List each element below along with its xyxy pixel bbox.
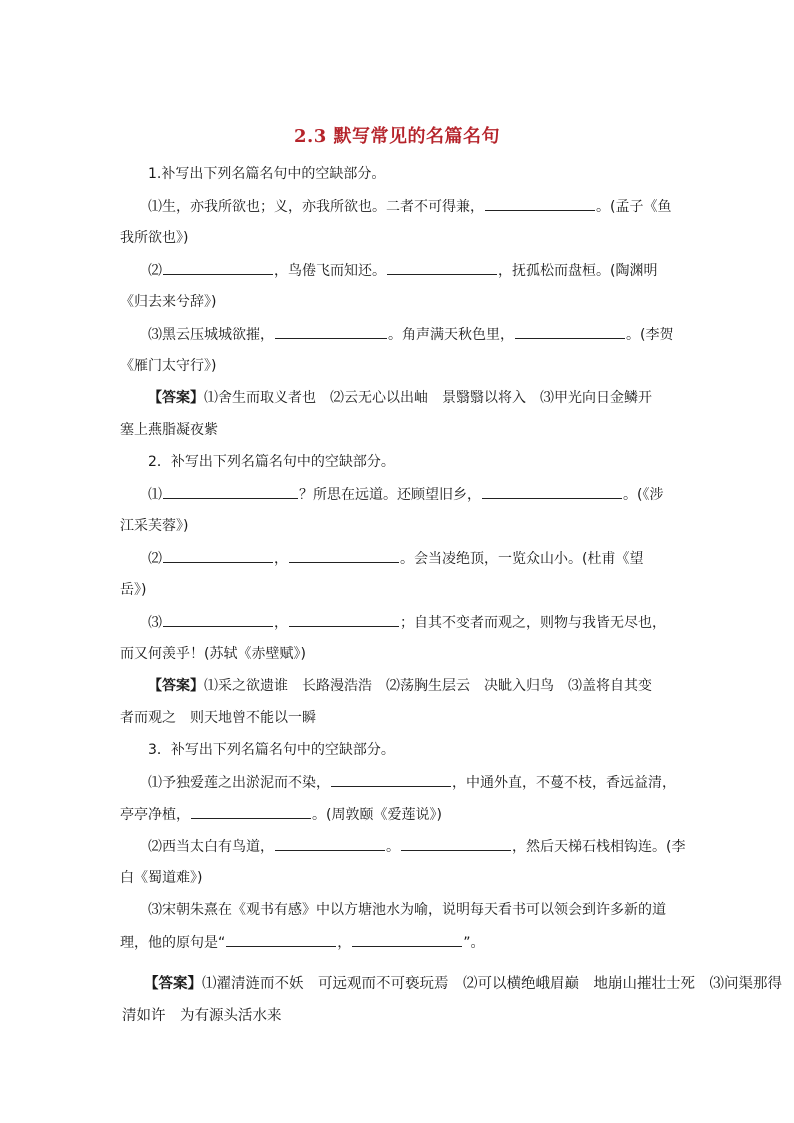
answer-blank[interactable] <box>482 484 622 499</box>
answer-blank[interactable] <box>289 548 399 563</box>
answer-blank[interactable] <box>275 836 385 851</box>
q3-stem: 3．补写出下列名篇名句中的空缺部分。 <box>148 742 395 758</box>
answer-blank[interactable] <box>352 932 462 947</box>
q1-answer: 【答案】⑴舍生而取义者也 ⑵云无心以出岫 景翳翳以将入 ⑶甲光向日金鳞开 <box>148 390 652 406</box>
q3-answer-cont: 清如许 为有源头活水来 <box>122 1008 282 1024</box>
q3-sentence-1: ⑴予独爱莲之出淤泥而不染， ，中通外直，不蔓不枝，香远益清， <box>148 772 688 793</box>
answer-label: 【答案】 <box>148 390 204 406</box>
q3-sentence-2-cont: 白《蜀道难》) <box>120 870 203 886</box>
page-title: 2.3 默写常见的名篇名句 <box>293 126 501 147</box>
answer-blank[interactable] <box>515 324 625 339</box>
q2-answer: 【答案】⑴采之欲遗谁 长路漫浩浩 ⑵荡胸生层云 决眦入归鸟 ⑶盖将自其变 <box>148 678 652 694</box>
q1-sentence-3: ⑶黑云压城城欲摧， 。角声满天秋色里， 。(李贺 <box>148 324 688 345</box>
q2-sentence-3: ⑶ ， ；自其不变者而观之，则物与我皆无尽也， <box>148 612 688 633</box>
q1-stem: 1.补写出下列名篇名句中的空缺部分。 <box>148 166 386 182</box>
q2-sentence-2-cont: 岳》) <box>120 582 147 598</box>
answer-blank[interactable] <box>226 932 336 947</box>
q3-sentence-2: ⑵西当太白有鸟道， 。 ，然后天梯石栈相钩连。(李 <box>148 836 688 857</box>
answer-blank[interactable] <box>387 260 497 275</box>
answer-blank[interactable] <box>163 484 298 499</box>
q2-stem: 2．补写出下列名篇名句中的空缺部分。 <box>148 454 395 470</box>
q3-answer: 【答案】⑴濯清涟而不妖 可远观而不可亵玩焉 ⑵可以横绝峨眉巅 地崩山摧壮士死 ⑶问渠那得 <box>144 976 782 992</box>
answer-blank[interactable] <box>163 612 273 627</box>
q1-sentence-2-cont: 《归去来兮辞》) <box>120 294 217 310</box>
answer-blank[interactable] <box>163 548 273 563</box>
q2-sentence-1-cont: 江采芙蓉》) <box>120 518 189 534</box>
answer-blank[interactable] <box>289 612 399 627</box>
q1-sentence-1-cont: 我所欲也》) <box>120 230 189 246</box>
q1-sentence-2: ⑵ ，鸟倦飞而知还。 ，抚孤松而盘桓。(陶渊明 <box>148 260 688 281</box>
q1-sentence-3-cont: 《雁门太守行》) <box>120 358 217 374</box>
answer-blank[interactable] <box>191 804 311 819</box>
q3-sentence-1-cont: 亭亭净植， 。(周敦颐《爱莲说》) <box>120 804 680 825</box>
answer-label: 【答案】 <box>144 976 202 992</box>
q2-sentence-1: ⑴ ？所思在远道。还顾望旧乡， 。(《涉 <box>148 484 688 505</box>
answer-blank[interactable] <box>401 836 511 851</box>
answer-blank[interactable] <box>163 260 273 275</box>
answer-blank[interactable] <box>331 772 451 787</box>
q3-sentence-3-cont: 理，他的原句是“ ， ”。 <box>120 932 680 953</box>
answer-blank[interactable] <box>275 324 387 339</box>
q2-sentence-2: ⑵ ， 。会当凌绝顶，一览众山小。(杜甫《望 <box>148 548 688 569</box>
answer-label: 【答案】 <box>148 678 204 694</box>
answer-blank[interactable] <box>485 196 595 211</box>
q1-answer-cont: 塞上燕脂凝夜紫 <box>120 422 218 438</box>
q2-sentence-3-cont: 而又何羡乎！(苏轼《赤壁赋》) <box>120 646 306 662</box>
q3-sentence-3: ⑶宋朝朱熹在《观书有感》中以方塘池水为喻，说明每天看书可以领会到许多新的道 <box>148 902 666 918</box>
q1-sentence-1: ⑴生，亦我所欲也；义，亦我所欲也。二者不可得兼， 。(孟子《鱼 <box>148 196 688 217</box>
q2-answer-cont: 者而观之 则天地曾不能以一瞬 <box>120 710 316 726</box>
